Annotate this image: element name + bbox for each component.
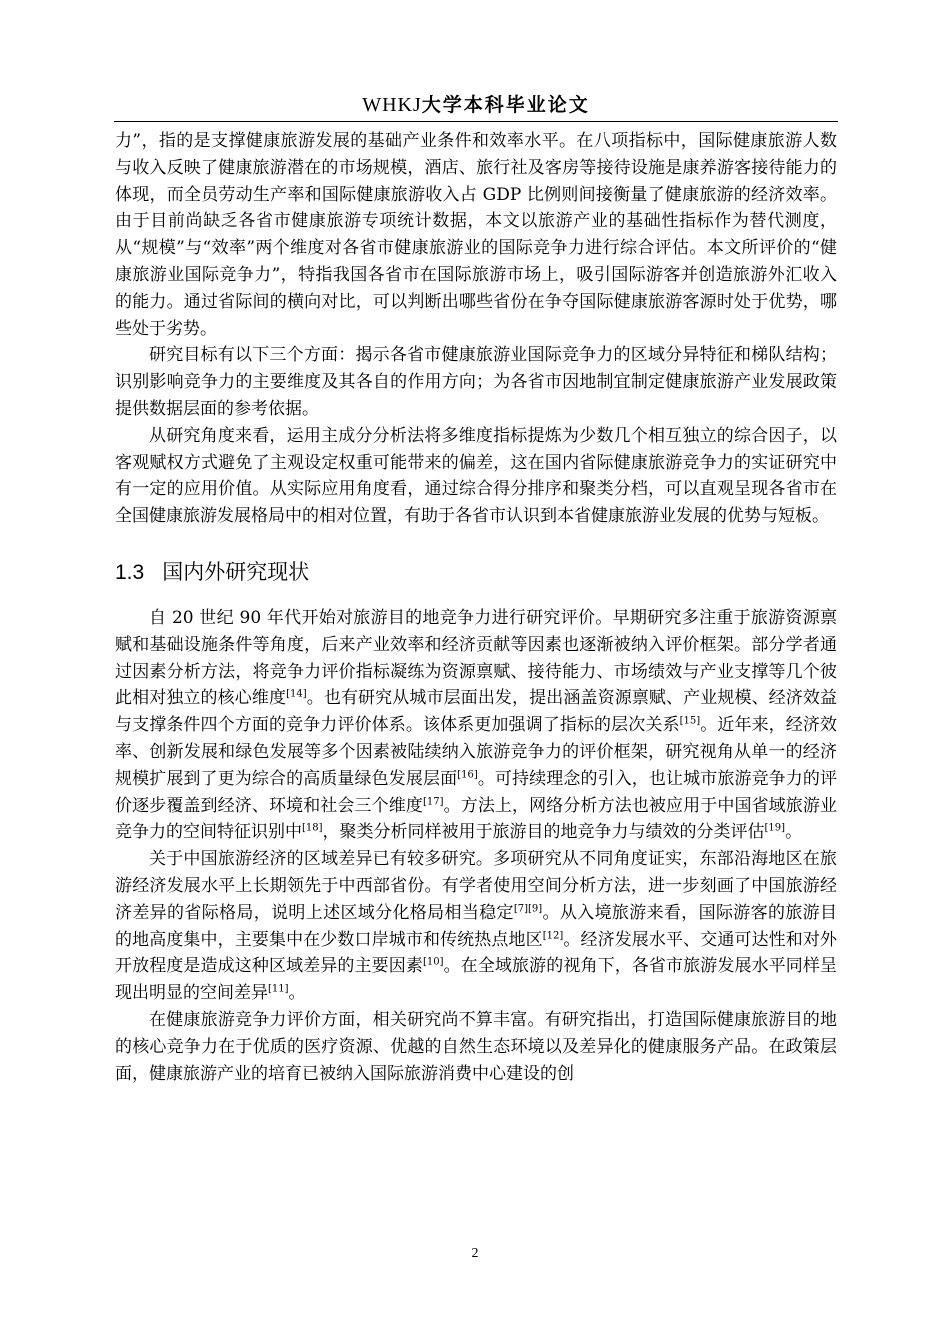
paragraph-literature-regional xyxy=(115,846,837,1007)
text-run: 关于中国旅游经济的区域差异已有较多研究。多项研究从不同角度证实，东部沿海地区在旅游经济发展水平上长期领先于中西部省份。有学者使用空间分析方法，进一步刻画了中国旅游经济差异的省际格局，说明上述区域分化格局相当稳定 xyxy=(115,849,837,923)
text-run: 。经济发展水平、交通可达性和对外开放程度是造成这种区域差异的主要因素 xyxy=(115,929,838,977)
document-body xyxy=(115,128,837,1087)
text-run: 。在全域旅游的视角下，各省市旅游发展水平同样呈现出明显的空间差异 xyxy=(115,956,838,1004)
section-title: 国内外研究现状 xyxy=(162,559,310,584)
text-run: 。 xyxy=(785,822,803,843)
citation: [14] xyxy=(286,688,307,700)
citation: [12] xyxy=(542,929,564,941)
paragraph-research-significance: 从研究角度来看，运用主成分分析法将多维度指标提炼为少数几个相互独立的综合因子，以客观赋权方式避免了主观设定权重可能带来的偏差，这在国内省际健康旅游竞争力的实证研究中有一定的应用价值。从实际应用角度看，通过综合得分排序和聚类分档，可以直观呈现各省市在全国健康旅游发展格局中的相对位置，有助于各省市认识到本省健康旅游业发展的优势与短板。 xyxy=(115,425,837,527)
section-heading xyxy=(115,558,837,587)
citation: [18] xyxy=(302,822,323,834)
text-run: 。方法上，网络分析方法也被应用于中国省域旅游业竞争力的空间特征识别中 xyxy=(115,795,838,843)
citation: [15] xyxy=(679,715,701,727)
text-run: 自 20 世纪 90 年代开始对旅游目的地竞争力进行研究评价。早期研究多注重于旅游资源禀赋和基础设施条件等角度，后来产业效率和经济贡献等因素也逐渐被纳入评价框架。部分学者通过因素分析方法，将竞争力评价指标凝练为资源禀赋、接待能力、市场绩效与产业支撑等几个彼此相对独立的核心维度 xyxy=(115,607,837,709)
paragraph-continuation: 力”，指的是支撑健康旅游发展的基础产业条件和效率水平。在八项指标中，国际健康旅游人数与收入反映了健康旅游潜在的市场规模，酒店、旅行社及客房等接待设施是康养游客接待能力的体现，而全员劳动生产率和国际健康旅游收入占 GDP 比例则间接衡量了健康旅游的经济效率。由于目前尚缺乏各省市健康旅游专项统计数据，本文以旅游产业的基础性指标作为替代测度，从“规模”与“效率”两个维度对各省市健康旅游业的国际竞争力进行综合评估。本文所评价的“健康旅游业国际竞争力”，特指我国各省市在国际旅游市场上，吸引国际游客并创造旅游外汇收入的能力。通过省际间的横向对比，可以判断出哪些省份在争夺国际健康旅游客源时处于优势，哪些处于劣势。 xyxy=(115,131,837,339)
page-header xyxy=(115,90,837,117)
paragraph-literature-competitiveness xyxy=(115,605,837,846)
citation: [19] xyxy=(764,822,786,834)
paragraph-literature-health-tourism: 在健康旅游竞争力评价方面，相关研究尚不算丰富。有研究指出，打造国际健康旅游目的地的核心竞争力在于优质的医疗资源、优越的自然生态环境以及差异化的健康服务产品。在政策层面，健康旅游产业的培育已被纳入国际旅游消费中心建设的创 xyxy=(115,1009,837,1084)
header-title: 大学本科毕业论文 xyxy=(421,94,590,116)
text-run: 。从入境旅游来看，国际游客的旅游目的地高度集中，主要集中在少数口岸城市和传统热点地区 xyxy=(115,902,838,950)
text-run: 。可持续理念的引入，也让城市旅游竞争力的评价逐步覆盖到经济、环境和社会三个维度 xyxy=(115,768,838,816)
header-code: WHKJ xyxy=(362,94,422,116)
text-run: 。也有研究从城市层面出发，提出涵盖资源禀赋、产业规模、经济效益与支撑条件四个方面的竞争力评价体系。该体系更加强调了指标的层次关系 xyxy=(115,688,838,736)
citation: [16] xyxy=(457,769,478,781)
text-run: ，聚类分析同样被用于旅游目的地竞争力与绩效的分类评估 xyxy=(322,822,765,843)
header-rule xyxy=(114,121,838,122)
text-run: 。近年来，经济效率、创新发展和绿色发展等多个因素被陆续纳入旅游竞争力的评价框架，研究视角从单一的经济规模扩展到了更为综合的高质量绿色发展层面 xyxy=(115,715,838,789)
citation: [10] xyxy=(422,956,444,968)
paragraph-research-goals: 研究目标有以下三个方面：揭示各省市健康旅游业国际竞争力的区域分异特征和梯队结构；识别影响竞争力的主要维度及其各自的作用方向；为各省市因地制宜制定健康旅游产业发展政策提供数据层面的参考依据。 xyxy=(115,345,837,419)
citation: [7][9] xyxy=(513,903,543,915)
section-number: 1.3 xyxy=(115,560,145,584)
citation: [17] xyxy=(422,795,444,807)
text-run: 。 xyxy=(288,983,306,1004)
page-number: 2 xyxy=(471,1246,479,1261)
citation: [11] xyxy=(268,983,289,995)
